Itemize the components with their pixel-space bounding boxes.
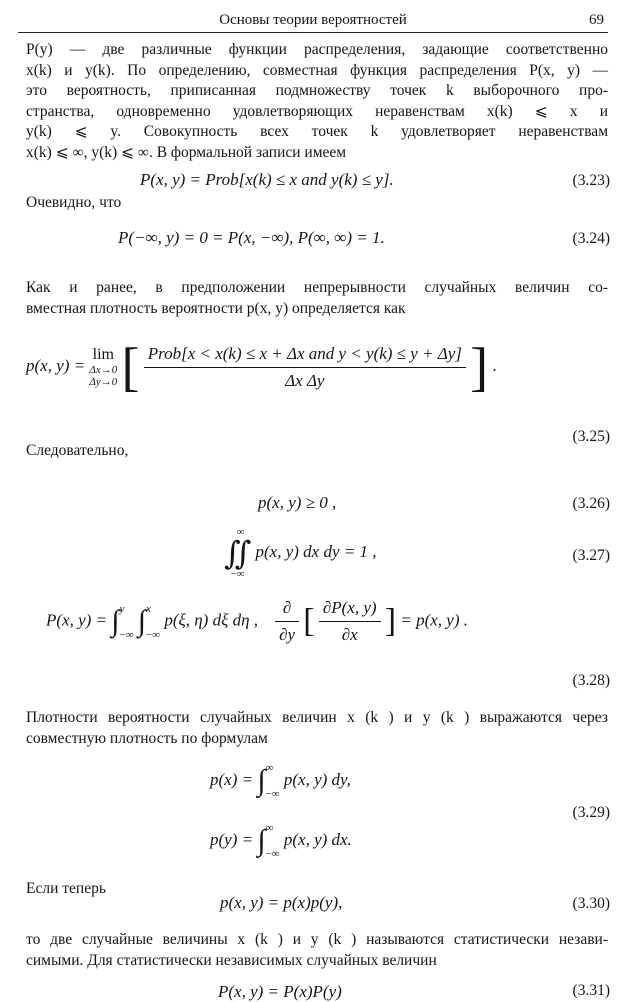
running-header [18,10,608,33]
equation-3-26: p(x, y) ≥ 0 , [258,493,337,512]
text-line: это вероятность, приписанная подмножеству точек k выборочного про- [26,82,608,99]
equation-3-24: P(−∞, y) = 0 = P(x, −∞), P(∞, ∞) = 1. [118,228,385,247]
fraction [144,344,466,391]
equation-number: (3.24) [572,230,610,247]
inner-fraction: $\frac{\partial P(x, y)}{\partial x}$ [319,598,381,645]
text-line: странства, одновременно удовлетворяющих неравенствам x(k) ⩽ x и [26,102,608,120]
text-line: y(k) ⩽ y. Совокупность всех точек k удовлетворяет неравенствам [26,123,608,140]
numerator: Prob[x < x(k) ≤ x + Δx and y < y(k) ≤ y + Δy] [147,343,462,363]
paragraph-joint-distribution [26,40,608,163]
equation-3-23: P(x, y) = Prob[x(k) ≤ x and y(k) ≤ y]. [140,170,394,189]
equation-number: (3.23) [572,172,610,189]
equation-3-27: ∞ ∬ −∞ p(x, y) dx dy = 1 , [224,526,377,580]
left-bracket: [ [121,337,140,397]
text-line: совместную плотность по формулам [26,729,268,747]
equation-number: (3.27) [572,547,610,564]
equation-number: (3.26) [572,495,610,512]
equation-number: (3.29) [572,804,610,821]
paragraph-joint-density [26,278,608,319]
equation-3-29-line1: p(x) = ∫ ∞ −∞ p(x, y) dy, [210,762,351,800]
text-therefore: Следовательно, [26,442,129,459]
integral-limits: ∞ ∬ −∞ [224,526,252,580]
equation-3-29-line2: p(y) = ∫ ∞ −∞ p(x, y) dx. [210,822,352,860]
equation-number: (3.31) [572,982,610,999]
text-line: P(y) — две различные функции распределения, задающие соответственно [26,41,608,58]
equation-3-31: P(x, y) = P(x)P(y) [218,982,342,1001]
denominator: Δx Δy [144,367,466,391]
equation-number: (3.28) [572,672,610,689]
text-if-now: Если теперь [26,880,106,897]
text-line: симыми. Для статистически независимых случайных величин [26,951,437,969]
equation-3-25: p(x, y) = lim Δx→0 Δy→0 [ $\frac{\text{Prob[x < x(k) ≤ x + Δx and y < y(k) ≤ y + Δy]}}{\text{Δx Δy}}$ ] . [26,337,497,397]
right-bracket: ] [470,337,489,397]
equation-number: (3.30) [572,895,610,912]
partial-operator: $\frac{\partial}{\partial y}$ [275,598,299,645]
equation-3-30: p(x, y) = p(x)p(y), [220,893,343,912]
text-line: Плотности вероятности случайных величин x (k ) и y (k ) выражаются через [26,709,608,726]
equation-3-28: P(x, y) = ∫ y −∞ ∫ x −∞ p(ξ, η) dξ dη , $\frac{\partial}{\partial y}$ [ $\frac{\partial P(x, y)}{\partial x}$ ] = p(x, y) . [46,598,469,644]
paragraph-marginal-densities [26,708,608,749]
text-obviously: Очевидно, что [26,194,122,211]
running-title: Основы теории вероятностей [219,12,407,28]
paragraph-independence [26,930,608,971]
text-line: вместная плотность вероятности p(x, y) определяется как [26,299,406,317]
equation-number: (3.25) [572,428,610,445]
text-line: x(k) и y(k). По определению, совместная функция распределения P(x, y) — [26,61,608,79]
page-number: 69 [589,12,604,28]
text-line: то две случайные величины x (k ) и y (k ) называются статистически незави- [26,931,608,948]
text-line: Как и ранее, в предположении непрерывности случайных величин со- [26,279,608,296]
limit-operator: lim Δx→0 Δy→0 [89,346,118,388]
eq-lhs: p(x, y) = [26,355,86,375]
text-line: x(k) ⩽ ∞, y(k) ⩽ ∞. В формальной записи имеем [26,143,347,161]
